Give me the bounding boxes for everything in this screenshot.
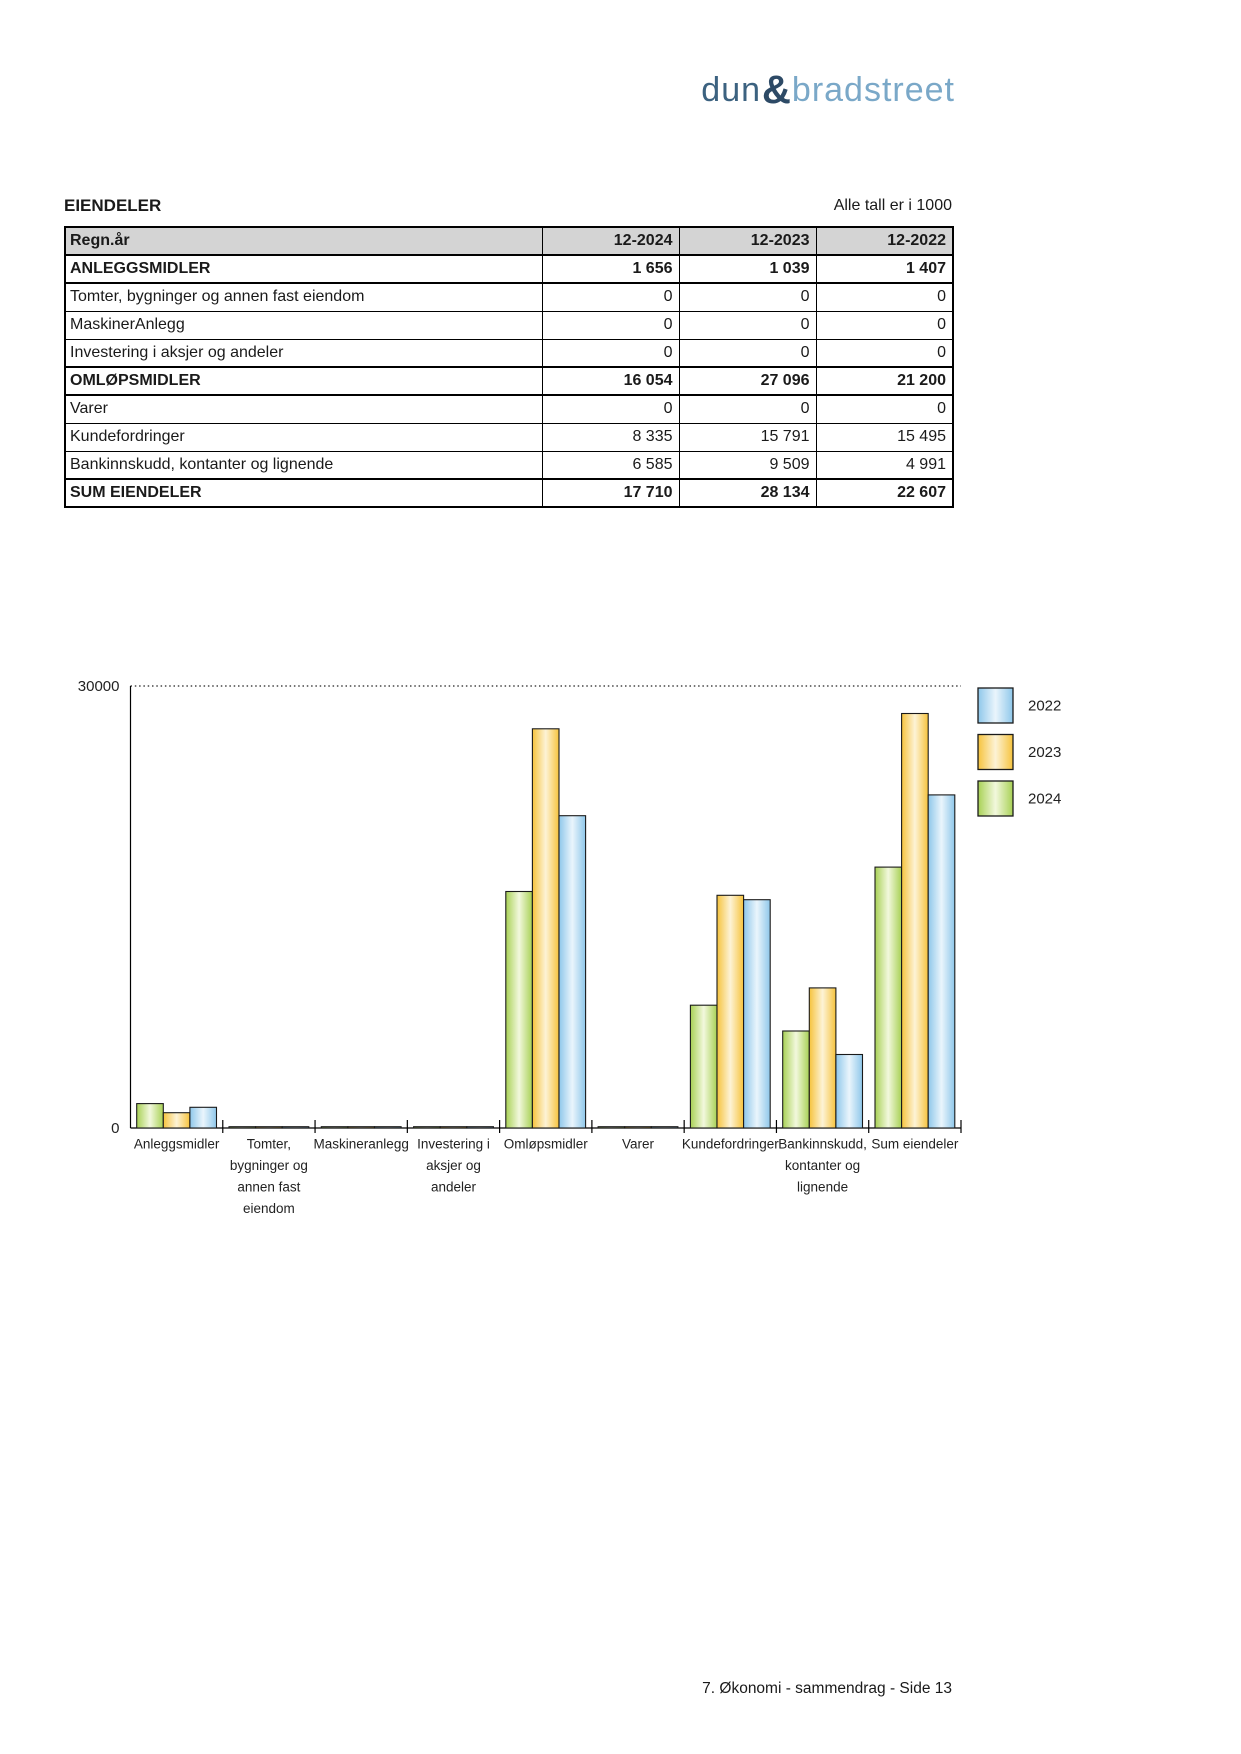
cell-value: 8 335 xyxy=(542,423,679,451)
ampersand-icon: & xyxy=(762,68,791,112)
x-category-label: lignende xyxy=(797,1179,849,1195)
cell-value: 0 xyxy=(816,311,953,339)
cell-value: 1 407 xyxy=(816,255,953,283)
x-category-label: Sum eiendeler xyxy=(871,1136,959,1152)
column-header-label: Regn.år xyxy=(65,227,542,255)
bar-2024 xyxy=(414,1127,441,1128)
cell-value: 6 585 xyxy=(542,451,679,479)
cell-value: 1 039 xyxy=(679,255,816,283)
column-header-year: 12-2023 xyxy=(679,227,816,255)
legend-swatch-2024 xyxy=(978,781,1013,816)
column-header-year: 12-2022 xyxy=(816,227,953,255)
cell-value: 15 791 xyxy=(679,423,816,451)
table-row xyxy=(65,451,953,479)
assets-table xyxy=(64,226,954,508)
x-category-label: Investering i xyxy=(417,1136,490,1152)
legend-swatch-2022 xyxy=(978,688,1013,723)
x-category-label: Varer xyxy=(622,1136,655,1152)
bar-2024 xyxy=(137,1104,164,1128)
bar-2024 xyxy=(690,1005,717,1128)
legend-swatch-2023 xyxy=(978,735,1013,770)
bar-2022 xyxy=(836,1055,863,1129)
table-body xyxy=(65,255,953,507)
cell-value: 21 200 xyxy=(816,367,953,395)
table-row xyxy=(65,367,953,395)
bar-2022 xyxy=(744,900,771,1128)
x-category-label: Tomter, xyxy=(246,1136,292,1152)
bar-2023 xyxy=(532,729,559,1128)
bar-2024 xyxy=(321,1127,348,1128)
row-label: OMLØPSMIDLER xyxy=(65,367,542,395)
page-title: EIENDELER xyxy=(64,196,162,215)
bar-2024 xyxy=(598,1127,625,1128)
assets-bar-chart xyxy=(0,560,1241,1280)
x-category-label: kontanter og xyxy=(785,1158,861,1173)
cell-value: 28 134 xyxy=(679,479,816,507)
bar-2022 xyxy=(375,1127,402,1128)
legend-label-2023: 2023 xyxy=(1028,744,1062,761)
row-label: Tomter, bygninger og annen fast eiendom xyxy=(65,283,542,311)
bar-2024 xyxy=(506,892,533,1129)
x-category-label: Bankinnskudd, xyxy=(778,1136,867,1152)
y-tick-label-max: 30000 xyxy=(77,678,120,695)
cell-value: 0 xyxy=(816,283,953,311)
x-category-label: aksjer og xyxy=(426,1158,481,1173)
page-footer: 7. Økonomi - sammendrag - Side 13 xyxy=(702,1680,952,1697)
bar-2024 xyxy=(875,867,902,1128)
cell-value: 9 509 xyxy=(679,451,816,479)
cell-value: 15 495 xyxy=(816,423,953,451)
bar-2024 xyxy=(783,1031,810,1128)
row-label: Bankinnskudd, kontanter og lignende xyxy=(65,451,542,479)
bar-chart-canvas xyxy=(0,560,1241,1280)
bar-2023 xyxy=(717,895,744,1128)
row-label: Investering i aksjer og andeler xyxy=(65,339,542,367)
cell-value: 0 xyxy=(679,311,816,339)
table-row xyxy=(65,339,953,367)
bar-2023 xyxy=(809,988,836,1128)
cell-value: 16 054 xyxy=(542,367,679,395)
x-category-label: Anleggsmidler xyxy=(133,1136,220,1152)
bar-2023 xyxy=(902,714,929,1129)
cell-value: 27 096 xyxy=(679,367,816,395)
bar-2022 xyxy=(467,1127,494,1128)
x-category-label: andeler xyxy=(430,1179,476,1195)
table-row xyxy=(65,311,953,339)
bar-2022 xyxy=(651,1127,678,1128)
logo-text-dun: dun xyxy=(701,71,762,109)
column-header-year: 12-2024 xyxy=(542,227,679,255)
bar-2022 xyxy=(282,1127,309,1128)
x-category-label: Maskineranlegg xyxy=(313,1136,409,1152)
logo-text-bradstreet: bradstreet xyxy=(791,71,955,109)
cell-value: 0 xyxy=(679,339,816,367)
cell-value: 0 xyxy=(816,395,953,423)
cell-value: 0 xyxy=(679,395,816,423)
cell-value: 0 xyxy=(542,395,679,423)
row-label: MaskinerAnlegg xyxy=(65,311,542,339)
dun-bradstreet-logo xyxy=(701,70,955,117)
row-label: Kundefordringer xyxy=(65,423,542,451)
cell-value: 1 656 xyxy=(542,255,679,283)
bar-2023 xyxy=(440,1127,467,1128)
bar-2023 xyxy=(625,1127,652,1128)
table-row xyxy=(65,255,953,283)
bar-2024 xyxy=(229,1127,256,1128)
table-row xyxy=(65,423,953,451)
table-row xyxy=(65,395,953,423)
cell-value: 0 xyxy=(542,311,679,339)
units-note: Alle tall er i 1000 xyxy=(833,197,952,214)
x-category-label: Kundefordringer xyxy=(681,1136,779,1152)
table-row xyxy=(65,479,953,507)
x-category-label: Omløpsmidler xyxy=(503,1136,588,1152)
cell-value: 0 xyxy=(679,283,816,311)
row-label: Varer xyxy=(65,395,542,423)
cell-value: 0 xyxy=(542,283,679,311)
bar-2022 xyxy=(190,1107,217,1128)
row-label: SUM EIENDELER xyxy=(65,479,542,507)
bar-2023 xyxy=(348,1127,375,1128)
cell-value: 0 xyxy=(542,339,679,367)
cell-value: 22 607 xyxy=(816,479,953,507)
x-category-label: bygninger og xyxy=(229,1158,308,1173)
bar-2023 xyxy=(256,1127,283,1128)
cell-value: 17 710 xyxy=(542,479,679,507)
legend-label-2024: 2024 xyxy=(1028,790,1062,808)
bar-2023 xyxy=(163,1113,190,1128)
table-header xyxy=(65,227,953,255)
x-category-label: annen fast xyxy=(237,1179,301,1195)
x-category-label: eiendom xyxy=(243,1201,295,1216)
legend-label-2022: 2022 xyxy=(1028,697,1062,715)
y-tick-label-zero: 0 xyxy=(111,1120,120,1137)
table-header-row xyxy=(65,227,953,255)
cell-value: 4 991 xyxy=(816,451,953,479)
bar-2022 xyxy=(928,795,955,1128)
cell-value: 0 xyxy=(816,339,953,367)
row-label: ANLEGGSMIDLER xyxy=(65,255,542,283)
table-row xyxy=(65,283,953,311)
bar-2022 xyxy=(559,816,586,1128)
